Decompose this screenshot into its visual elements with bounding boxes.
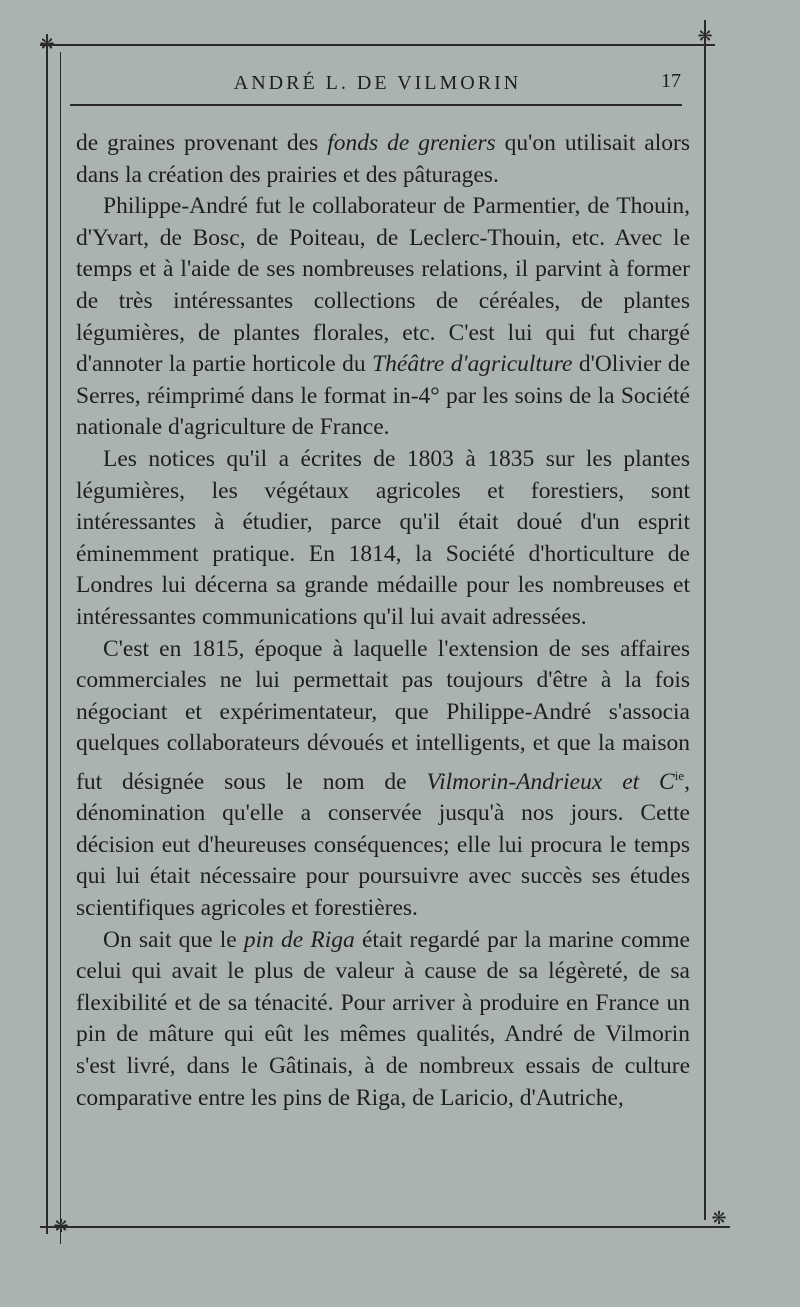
text-run: de graines provenant des bbox=[76, 130, 328, 156]
text-run: C'est en 1815, époque à laquelle l'extension de ses affaires commerciales ne lui permettait pas toujours d'être à la fois négociant et expérimentateur, que Philippe-André s'associa quelques collaborateurs dévoués et intelligents, et que la maison fut désignée sous le nom de bbox=[76, 635, 690, 795]
frame-left-rule bbox=[46, 34, 48, 1234]
text-run: qu'on utilisait alors dans la création des prairies et des pâturages. bbox=[76, 130, 690, 188]
running-header bbox=[70, 66, 685, 106]
frame-bottom-rule bbox=[40, 1226, 730, 1228]
fleuron-icon: ❋ bbox=[39, 34, 55, 55]
text-run: d'Olivier de Serres, réimprimé dans le format in-4° par les soins de la Société nationale d'agriculture de France. bbox=[76, 351, 690, 441]
text-run: On sait que le bbox=[103, 926, 244, 953]
paragraph bbox=[76, 634, 690, 925]
italic-term: Théâtre d'agriculture bbox=[372, 351, 573, 378]
frame-right-rule bbox=[704, 20, 706, 1220]
paragraph: Les notices qu'il a écrites de 1803 à 1835 sur les plantes légumières, les végétaux agricoles et forestiers, sont intéressantes à étudier, parce qu'il était doué d'un esprit éminemment pratique. En 1814, la Société d'horticulture de Londres lui décerna sa grande médaille pour les nombreuses et intéressantes communications qu'il lui avait adressées. bbox=[76, 445, 690, 630]
paragraph bbox=[76, 191, 690, 444]
running-title: ANDRÉ L. DE VILMORIN bbox=[233, 72, 522, 94]
fleuron-icon: ❋ bbox=[697, 26, 713, 47]
fleuron-icon: ❋ bbox=[711, 1208, 727, 1229]
text-run: , dénomination qu'elle a conservée jusqu'à nos jours. Cette décision eut d'heureuses conséquences; elle lui procura le temps qui lui était nécessaire pour poursuivre avec succès ses études scientifiques agricoles et forestières. bbox=[76, 768, 690, 922]
italic-term: Vilmorin-Andrieux et C bbox=[426, 768, 675, 795]
frame-left-inner-rule bbox=[60, 52, 61, 1244]
italic-term: fonds de greniers bbox=[327, 130, 496, 156]
paragraph bbox=[76, 128, 690, 191]
body-text bbox=[76, 128, 690, 1114]
italic-term: pin de Riga bbox=[243, 926, 355, 953]
page-number: 17 bbox=[661, 70, 681, 92]
superscript: ie bbox=[674, 767, 685, 783]
header-rule bbox=[70, 104, 682, 106]
paragraph bbox=[76, 925, 690, 1115]
frame-top-rule bbox=[40, 44, 715, 46]
text-run: était regardé par la marine comme celui qui avait le plus de valeur à cause de sa légèreté, de sa flexibilité et de sa ténacité. Pour arriver à produire en France un pin de mâture qui eût les mêmes qualités, André de Vilmorin s'est livré, dans le Gâtinais, à de nombreux essais de culture comparative entre les pins de Riga, de Laricio, d'Autriche, bbox=[76, 926, 690, 1111]
text-run: Philippe-André fut le collaborateur de Parmentier, de Thouin, d'Yvart, de Bosc, de Poiteau, de Leclerc-Thouin, etc. Avec le temps et à l'aide de ses nombreuses relations, il parvint à former de très intéressantes collections de céréales, de plantes légumières, de plantes florales, etc. C'est lui qui fut chargé d'annoter la partie horticole du bbox=[76, 193, 690, 378]
fleuron-icon: ❋ bbox=[53, 1216, 69, 1237]
